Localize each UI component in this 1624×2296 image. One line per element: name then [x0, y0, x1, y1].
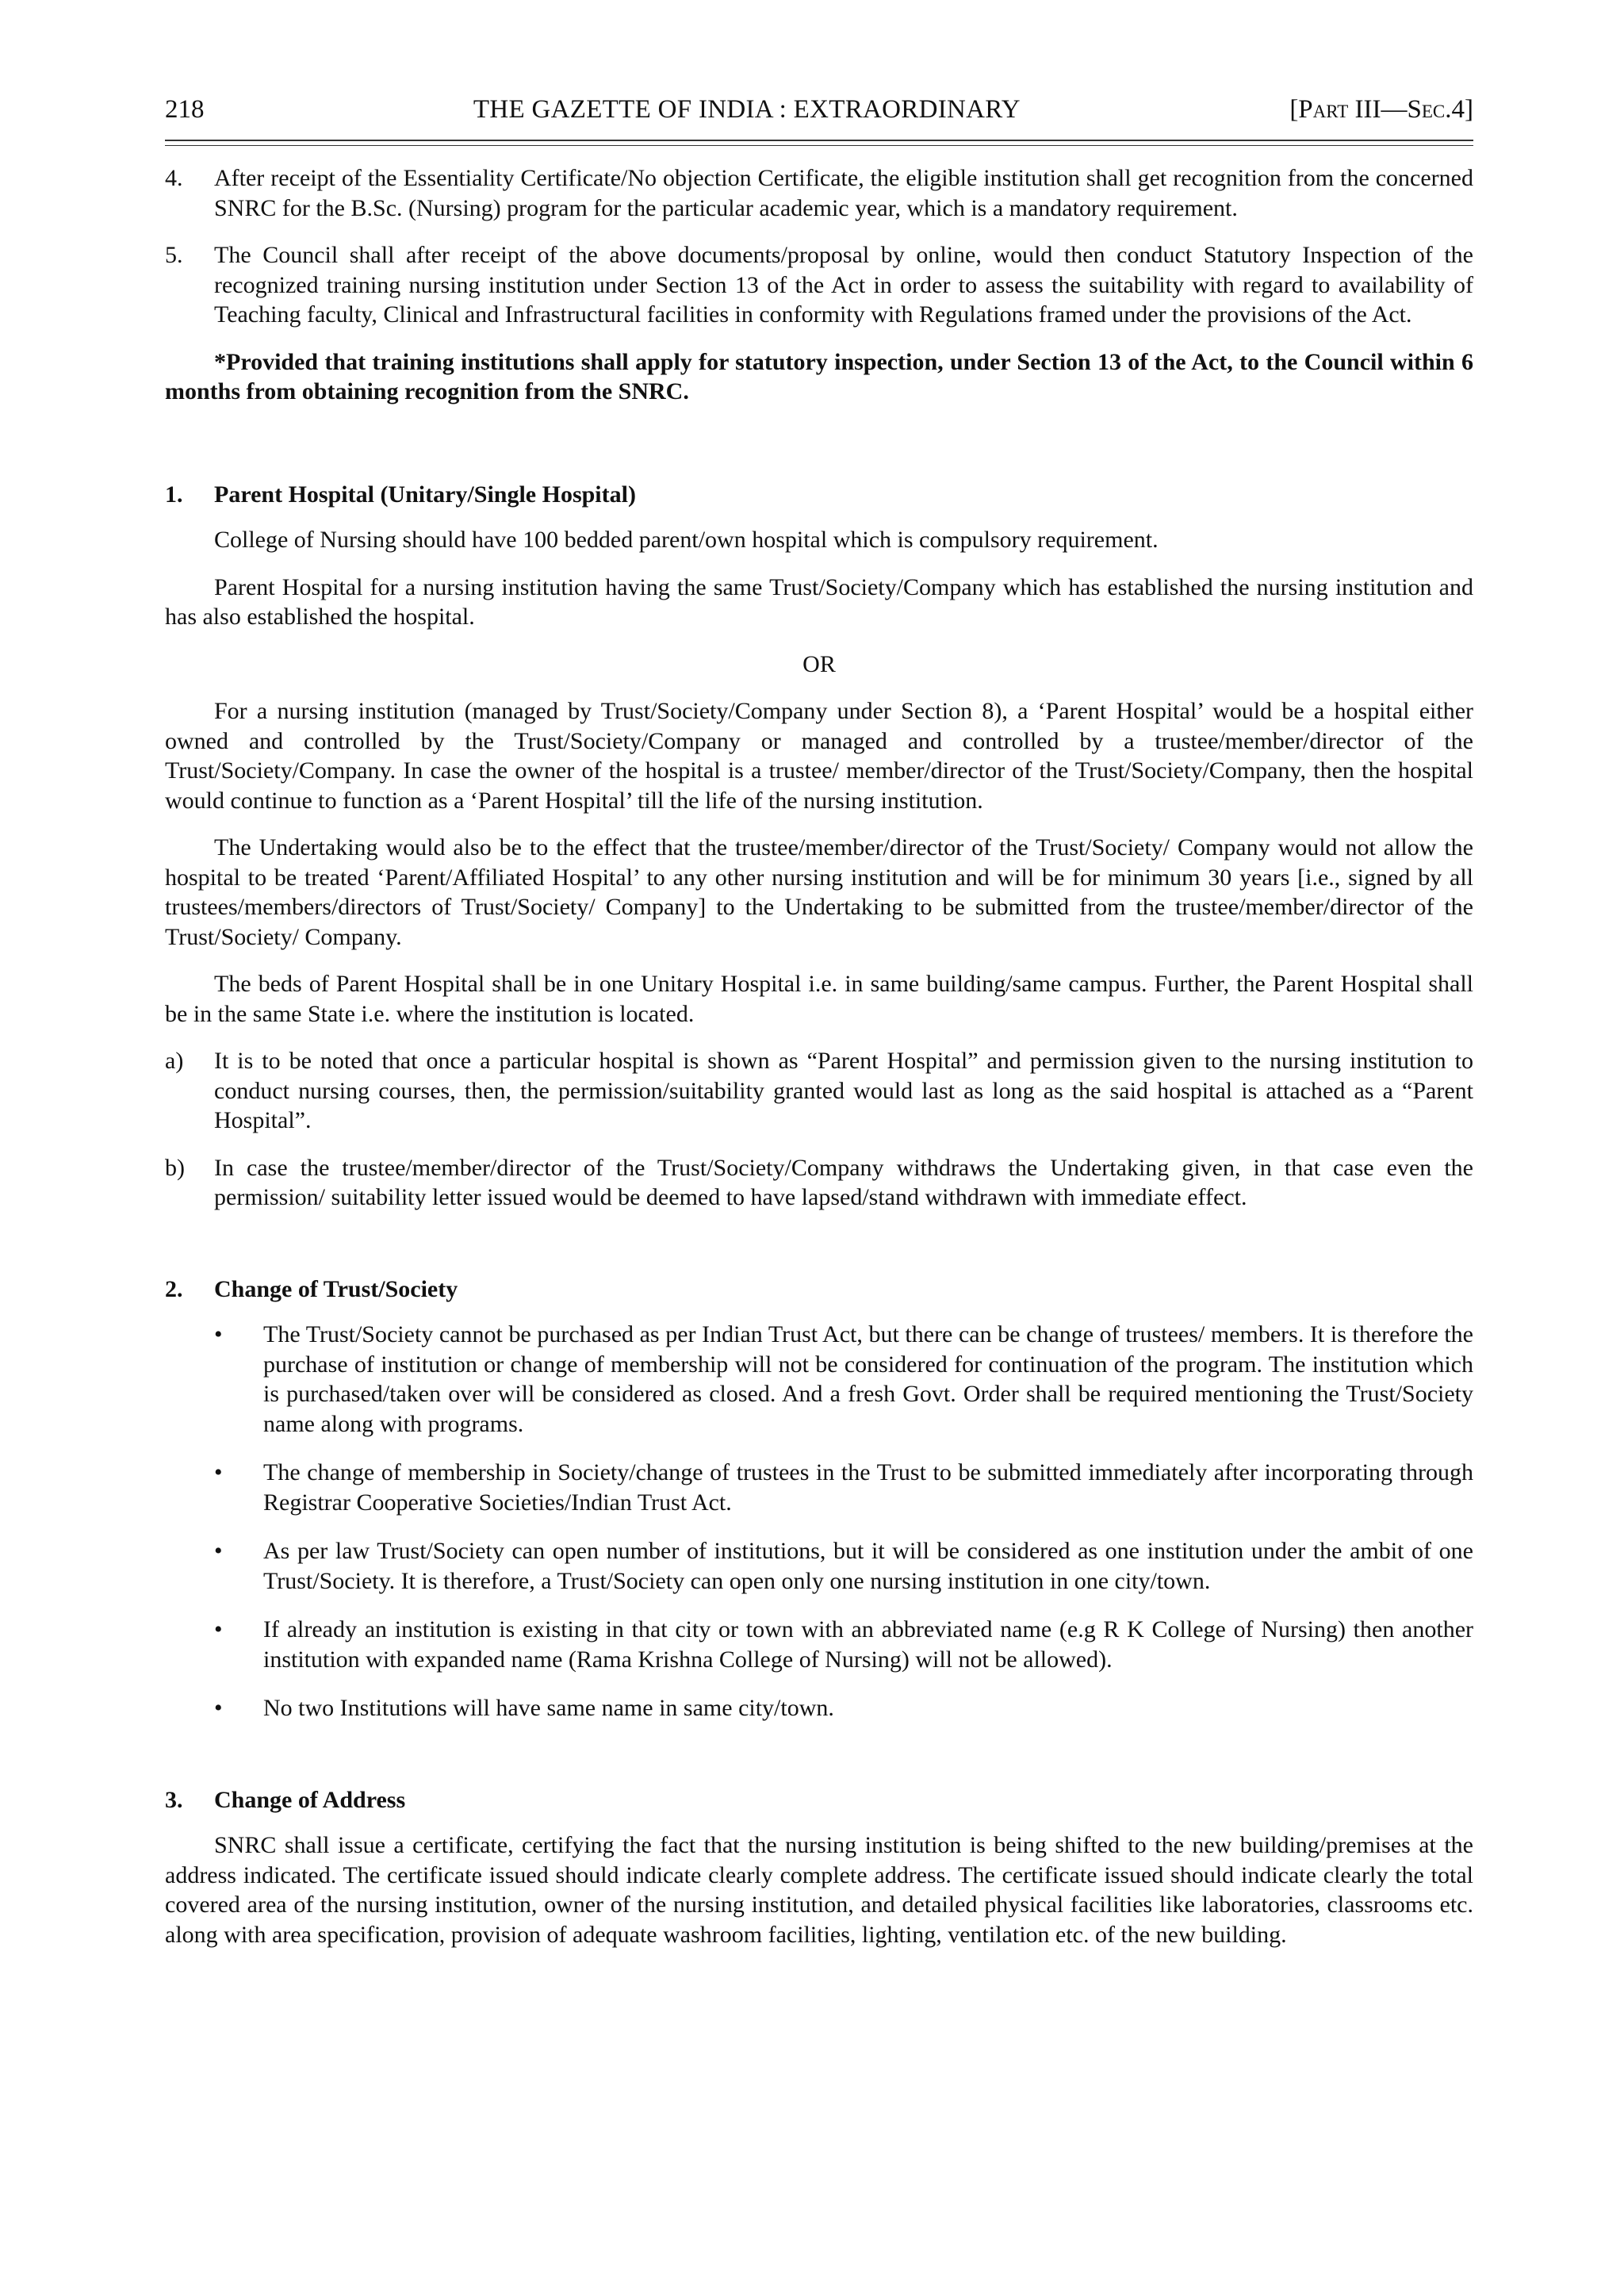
- item-number: 4.: [165, 165, 183, 191]
- item-letter: a): [165, 1048, 184, 1074]
- gazette-page: [165, 94, 1473, 1967]
- item-text: It is to be noted that once a particular hospital is shown as “Parent Hospital” and permission given to the nursing institution to conduct nursing courses, then, the permission/suitability granted would last as long as the said hospital is attached as a “Parent Hospital”.: [214, 1048, 1473, 1133]
- bullet-text: If already an institution is existing in that city or town with an abbreviated name (e.g R K College of Nursing) then another institution with expanded name (Rama Krishna College of Nursing) will not be allowed).: [263, 1616, 1473, 1673]
- paragraph: For a nursing institution (managed by Trust/Society/Company under Section 8), a ‘Parent Hospital’ would be a hospital either owned and controlled by the Trust/Society/Company or managed and controlled by a trustee/member/director of the Trust/Society/Company. In case the owner of the hospital is a trustee/ member/director of the Trust/Society/Company, then the hospital would continue to function as a ‘Parent Hospital’ till the life of the nursing institution.: [165, 698, 1473, 814]
- item-text: In case the trustee/member/director of the Trust/Society/Company withdraws the Undertaking given, in that case even the permission/ suitability letter issued would be deemed to have lapsed/stand withdrawn with immediate effect.: [214, 1154, 1473, 1210]
- paragraph: The Undertaking would also be to the effect that the trustee/member/director of the Trust/Society/ Company would not allow the hospital to be treated ‘Parent/Affiliated Hospital’ to any other nursing institution and will be for minimum 30 years [i.e., signed by all trustees/members/directors of Trust/Society/ Company] to the Undertaking to be submitted from the trustee/member/director of the Trust/Society/ Company.: [165, 834, 1473, 950]
- bullet-icon: •: [214, 1616, 223, 1642]
- list-item: [214, 1693, 1473, 1723]
- page-number: 218: [165, 95, 205, 124]
- proviso-note: *Provided that training institutions shall apply for statutory inspection, under Section 13 of the Act, to the Council within 6 months from obtaining recognition from the SNRC.: [165, 348, 1473, 404]
- numbered-item: [165, 240, 1473, 330]
- item-text: The Council shall after receipt of the above documents/proposal by online, would then conduct Statutory Inspection of the recognized training nursing institution under Section 13 of the Act in order to assess the suitability with regard to availability of Teaching faculty, Clinical and Infrastructural facilities in conformity with Regulations framed under the provisions of the Act.: [214, 242, 1473, 328]
- section-heading: [165, 480, 1473, 510]
- section-title: Parent Hospital (Unitary/Single Hospital): [214, 481, 636, 508]
- list-item: [214, 1536, 1473, 1596]
- paragraph: College of Nursing should have 100 bedded parent/own hospital which is compulsory requirement.: [214, 527, 1159, 553]
- section-title: Change of Address: [214, 1786, 406, 1813]
- item-number: 5.: [165, 242, 183, 268]
- page-body: [165, 163, 1473, 1949]
- header-rule-thin: [165, 145, 1473, 146]
- bullet-text: The Trust/Society cannot be purchased as per Indian Trust Act, but there can be change of trustees/ members. It is therefore the purchase of institution or change of membership will not be considered for continuation of the program. The institution which is purchased/taken over will be considered as closed. And a fresh Govt. Order shall be required mentioning the Trust/Society name along with programs.: [263, 1321, 1473, 1437]
- section-title: Change of Trust/Society: [214, 1275, 458, 1302]
- bullet-icon: •: [214, 1321, 223, 1347]
- bullet-icon: •: [214, 1538, 223, 1564]
- header-rule-thick: [165, 140, 1473, 141]
- item-letter: b): [165, 1154, 185, 1181]
- list-item: [214, 1458, 1473, 1517]
- section-number: 1.: [165, 481, 183, 508]
- bullet-list: [214, 1320, 1473, 1723]
- bullet-icon: •: [214, 1459, 223, 1485]
- bullet-text: No two Institutions will have same name in same city/town.: [263, 1695, 834, 1721]
- section-heading: [165, 1274, 1473, 1305]
- paragraph: Parent Hospital for a nursing institution having the same Trust/Society/Company which has established the nursing institution and has also established the hospital.: [165, 573, 1473, 630]
- page-header: [165, 94, 1473, 138]
- bullet-text: The change of membership in Society/change of trustees in the Trust to be submitted immediately after incorporating through Registrar Cooperative Societies/Indian Trust Act.: [263, 1459, 1473, 1516]
- numbered-item: [165, 163, 1473, 223]
- bullet-icon: •: [214, 1695, 223, 1721]
- list-item: [214, 1615, 1473, 1674]
- paragraph: The beds of Parent Hospital shall be in one Unitary Hospital i.e. in same building/same campus. Further, the Parent Hospital shall be in the same State i.e. where the institution is located.: [165, 971, 1473, 1027]
- bullet-text: As per law Trust/Society can open number of institutions, but it will be considered as one institution under the ambit of one Trust/Society. It is therefore, a Trust/Society can open only one nursing institution in one city/town.: [263, 1538, 1473, 1594]
- list-item: [214, 1320, 1473, 1439]
- paragraph: SNRC shall issue a certificate, certifying the fact that the nursing institution is being shifted to the new building/premises at the address indicated. The certificate issued should indicate clearly complete address. The certificate issued should indicate clearly the total covered area of the nursing institution, owner of the nursing institution, and detailed physical facilities like laboratories, classrooms etc. along with area specification, provision of adequate washroom facilities, lighting, ventilation etc. of the new building.: [165, 1832, 1473, 1948]
- section-number: 2.: [165, 1275, 183, 1302]
- item-text: After receipt of the Essentiality Certificate/No objection Certificate, the eligible institution shall get recognition from the concerned SNRC for the B.Sc. (Nursing) program for the particular academic year, which is a mandatory requirement.: [214, 165, 1473, 221]
- section-heading: [165, 1785, 1473, 1815]
- gazette-title: THE GAZETTE OF INDIA : EXTRAORDINARY: [473, 95, 1021, 124]
- lettered-item: [165, 1153, 1473, 1213]
- part-section: [Part III—Sec.4]: [1289, 95, 1473, 124]
- lettered-item: [165, 1046, 1473, 1136]
- section-number: 3.: [165, 1786, 183, 1813]
- or-separator: OR: [802, 650, 836, 677]
